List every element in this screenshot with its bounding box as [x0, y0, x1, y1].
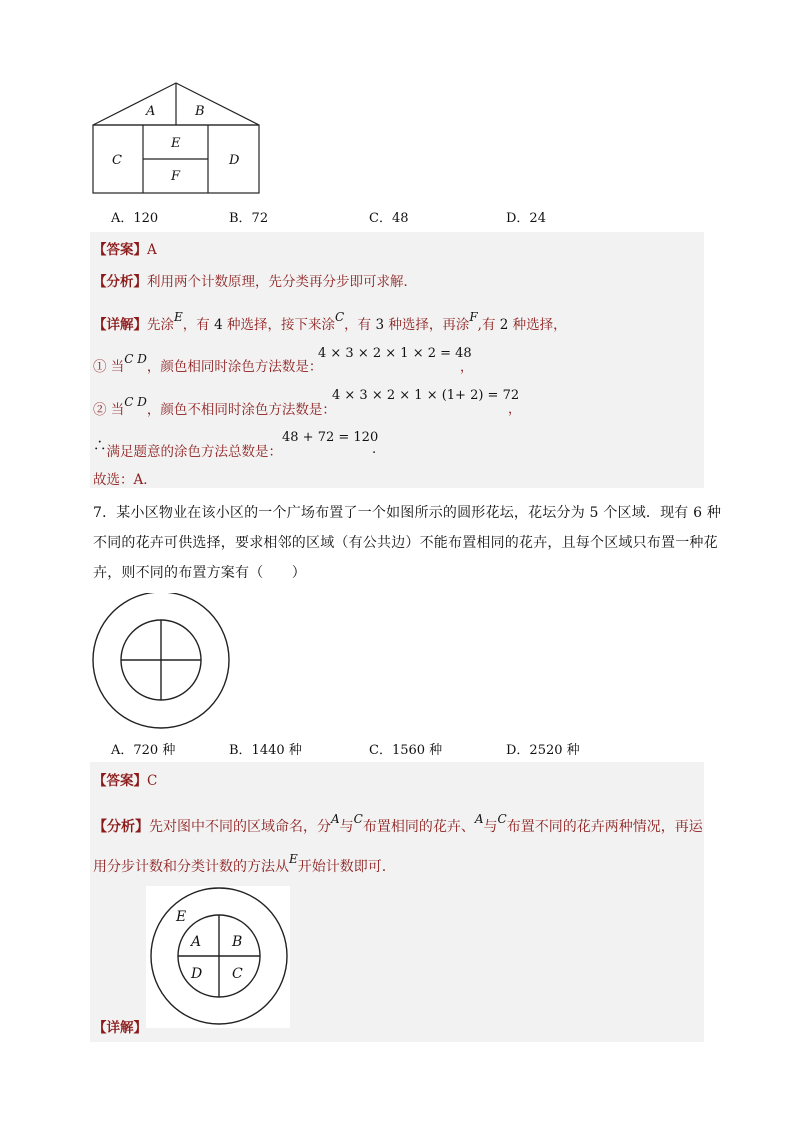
q7-answer-line	[93, 769, 157, 789]
q7-detail-line	[93, 1016, 147, 1036]
count-4: 4	[214, 317, 223, 333]
q7-stem-line-3: 卉，则不同的布置方案有（ ）	[93, 565, 306, 581]
total-period: .	[372, 442, 377, 457]
option-a[interactable]: A．120	[111, 211, 159, 226]
var-C: C	[334, 310, 345, 324]
q6-conclusion: 故选：A．	[93, 472, 157, 488]
q6-answer-line	[93, 238, 157, 258]
detail-text-2: ，有	[182, 317, 210, 333]
option-d[interactable]: D．24	[506, 211, 546, 226]
label-E: E	[171, 136, 181, 151]
q7-analysis-text-4: 与	[483, 819, 498, 835]
house-diagram	[90, 80, 262, 198]
count-3: 3	[375, 317, 385, 333]
q7-option-c[interactable]: C．1560 种	[369, 743, 443, 758]
case2-number: ②	[93, 402, 107, 418]
q7-analysis-text-1: 先对图中不同的区域命名，分	[149, 819, 331, 835]
q6-detail-line	[93, 310, 567, 333]
var-CD: C D	[124, 352, 147, 366]
option-b[interactable]: B．72	[229, 211, 269, 226]
therefore-symbol: ∴	[93, 438, 107, 454]
case2-when: 当	[110, 402, 125, 418]
total-formula: 48 + 72 = 120	[282, 430, 379, 445]
detail-text-5: 种选择，再涂	[388, 317, 470, 333]
option-c[interactable]: C．48	[369, 211, 409, 226]
q6-case1-line	[93, 352, 323, 375]
q7-detail-tag: 【详解】	[93, 1020, 147, 1036]
var-E: E	[174, 310, 183, 324]
var-CD-2: C D	[124, 395, 147, 409]
q7-answer-tag: 【答案】	[93, 773, 147, 789]
count-2: 2	[499, 317, 509, 333]
case1-formula: 4 × 3 × 2 × 1 × 2 = 48	[318, 346, 472, 361]
var-F: F	[469, 310, 478, 324]
label-C: C	[112, 153, 122, 168]
case1-number: ①	[93, 359, 107, 375]
case1-text: ，颜色相同时涂色方法数是：	[146, 359, 323, 375]
q6-total-line	[93, 440, 282, 460]
q7-analysis-text-3: 布置相同的花卉、	[362, 819, 475, 835]
detail-text-7: 种选择，	[512, 317, 567, 333]
region-label-C: C	[232, 966, 243, 982]
case1-comma: ，	[460, 360, 474, 375]
q7-analysis-text-6: 用分步计数和分类计数的方法从	[93, 859, 289, 875]
region-label-B: B	[232, 934, 243, 950]
circle-flowerbed-diagram	[90, 593, 234, 729]
q7-option-a[interactable]: A．720 种	[111, 743, 176, 758]
label-B: B	[195, 104, 205, 119]
region-label-A: A	[191, 934, 202, 950]
q7-answer-value: C	[147, 773, 158, 789]
q7-analysis-line-2	[93, 852, 387, 876]
q7-analysis-text-2: 与	[339, 819, 354, 835]
case2-formula: 4 × 3 × 2 × 1 × (1+ 2) = 72	[332, 388, 520, 403]
detail-text-6: ,有	[477, 317, 496, 333]
case2-comma: ，	[508, 402, 522, 417]
region-label-E: E	[176, 909, 187, 925]
detail-tag: 【详解】	[93, 317, 147, 333]
label-F: F	[171, 169, 181, 184]
detail-text-1: 先涂	[147, 317, 174, 333]
labeled-circle-diagram	[146, 886, 290, 1028]
q7-var-C2: C	[497, 812, 507, 826]
analysis-text: 利用两个计数原理，先分类再分步即可求解．	[147, 274, 417, 290]
q7-stem-line-2: 不同的花卉可供选择，要求相邻的区域（有公共边）不能布置相同的花卉，且每个区域只布置一种花	[93, 535, 718, 551]
q7-analysis-line-1	[93, 812, 703, 836]
q7-var-A2: A	[474, 812, 484, 826]
q7-stem-line-1: 7．某小区物业在该小区的一个广场布置了一个如图所示的圆形花坛，花坛分为 5 个区域．现有 6 种	[93, 505, 722, 521]
q6-analysis-line	[93, 270, 417, 290]
answer-tag: 【答案】	[93, 242, 147, 258]
q7-analysis-text-5: 布置不同的花卉两种情况，再运	[506, 819, 703, 835]
case2-text: ，颜色不相同时涂色方法数是：	[146, 402, 336, 418]
case1-when: 当	[110, 359, 125, 375]
region-label-D: D	[191, 966, 203, 982]
detail-text-3: 种选择，接下来涂	[226, 317, 335, 333]
detail-text-4: ，有	[344, 317, 372, 333]
total-text: 满足题意的涂色方法总数是：	[106, 444, 282, 460]
q7-option-d[interactable]: D．2520 种	[506, 743, 580, 758]
q6-case2-line	[93, 395, 336, 418]
label-D: D	[229, 153, 240, 168]
analysis-tag: 【分析】	[93, 274, 147, 290]
answer-value: A	[147, 242, 157, 258]
q7-var-E: E	[289, 852, 298, 866]
q7-option-b[interactable]: B．1440 种	[229, 743, 302, 758]
q7-analysis-text-7: 开始计数即可.	[297, 859, 387, 875]
q7-var-A1: A	[331, 812, 340, 826]
q7-var-C1: C	[353, 812, 363, 826]
label-A: A	[146, 104, 156, 119]
q7-analysis-tag: 【分析】	[93, 819, 149, 835]
